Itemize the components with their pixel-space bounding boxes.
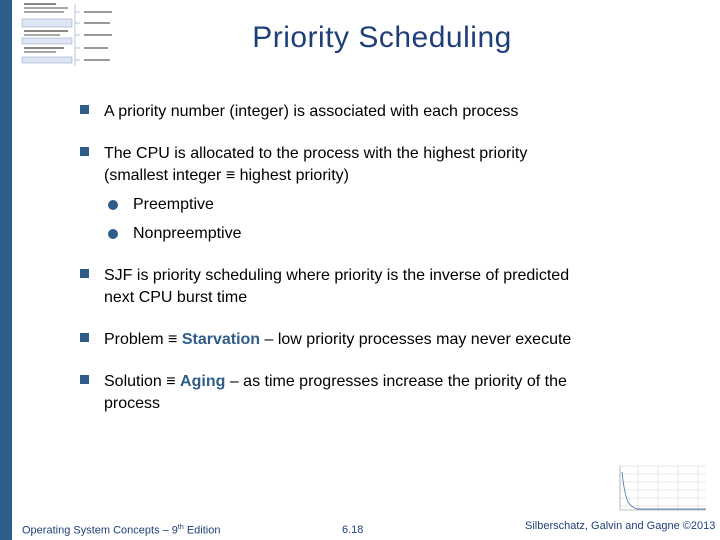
bullet-text (104, 371, 664, 415)
bullet-text (104, 143, 664, 187)
keyword-starvation: Starvation (181, 331, 261, 348)
sub-bullet-text: Nonpreemptive (133, 225, 242, 242)
bullet-line: process (104, 395, 161, 412)
bullet-line: The CPU is allocated to the process with the highest priority (104, 145, 528, 162)
footer-left-prefix: Operating System Concepts – 9 (22, 524, 178, 537)
bullet-text (104, 329, 664, 351)
sub-bullet-item (108, 223, 242, 245)
footer-book-title (22, 524, 220, 537)
bullet-text (104, 265, 664, 309)
footer-left-sup: th (177, 524, 184, 531)
bullet-line: (smallest integer ≡ highest priority) (104, 167, 349, 184)
sub-bullet-item (108, 194, 214, 216)
left-accent-bar (0, 0, 12, 540)
bullet-line: SJF is priority scheduling where priority is the inverse of predicted (104, 267, 570, 284)
footer-left-suffix: Edition (183, 524, 221, 537)
bullet-prefix: Solution ≡ (104, 373, 181, 390)
round-bullet-icon (108, 229, 118, 239)
bullet-text: A priority number (integer) is associated with each process (104, 103, 519, 120)
sub-bullet-text: Preemptive (133, 196, 214, 213)
round-bullet-icon (108, 200, 118, 210)
bullet-prefix: Problem ≡ (104, 331, 182, 348)
slide-thumbnail-graphic (18, 0, 228, 70)
keyword-aging: Aging (180, 373, 226, 390)
bullet-suffix: – low priority processes may never execute (260, 331, 572, 348)
footer-copyright: Silberschatz, Galvin and Gagne ©2013 (525, 520, 716, 532)
bullet-item (80, 329, 664, 351)
slide-title: Priority Scheduling (252, 21, 512, 54)
bullet-suffix: – as time progresses increase the priority of the (225, 373, 567, 390)
square-bullet-icon (80, 265, 104, 278)
mini-chart-graphic (608, 462, 708, 516)
square-bullet-icon (80, 371, 104, 384)
footer-page-number: 6.18 (342, 524, 364, 536)
bullet-line: next CPU burst time (104, 289, 248, 306)
bullet-item (80, 265, 664, 309)
bullet-item (80, 371, 664, 415)
square-bullet-icon (80, 329, 104, 342)
square-bullet-icon (80, 101, 104, 114)
bullet-item (80, 143, 664, 187)
bullet-item (80, 101, 664, 123)
square-bullet-icon (80, 143, 104, 156)
